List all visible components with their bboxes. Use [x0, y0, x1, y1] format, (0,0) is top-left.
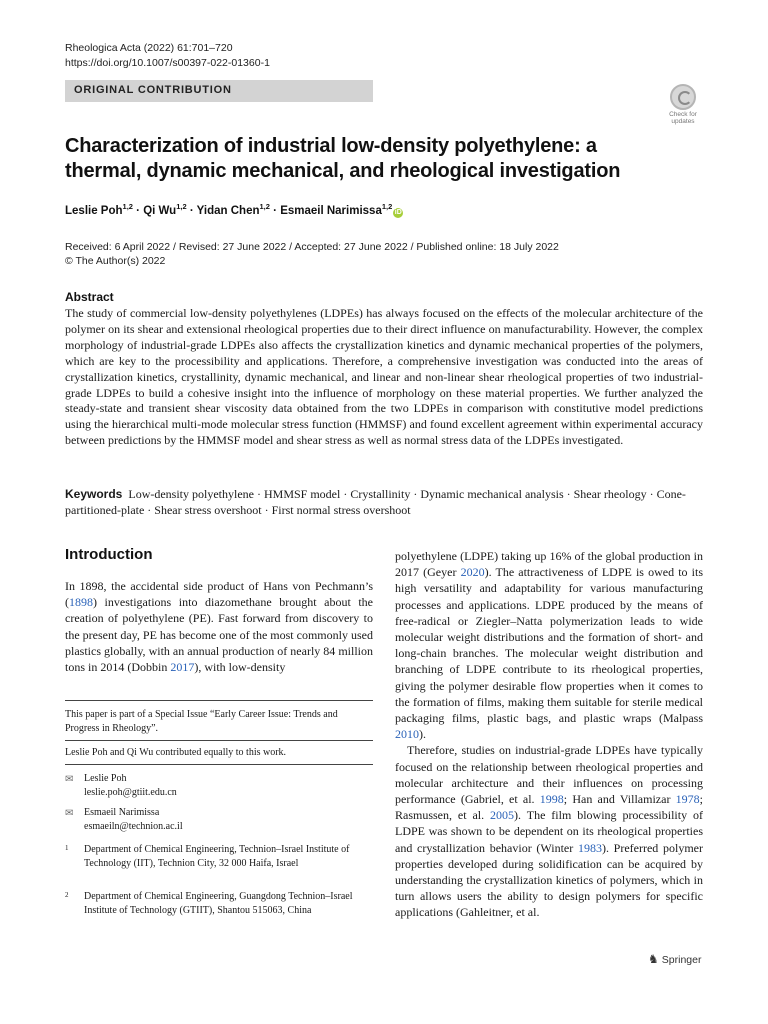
keywords-list: Low-density polyethylene · HMMSF model · Crystallinity · Dynamic mechanical analysis · Shear rheology · Cone-partitioned-plate · Shear stress overshoot · First normal stress overshoot: [65, 487, 686, 517]
affiliation-number: 2: [65, 891, 69, 899]
envelope-icon: ✉: [65, 774, 74, 785]
intro-paragraph: Therefore, studies on industrial-grade LDPEs have typically focused on the relationship between rheological properties and molecular architecture and their influences on processing performance (Gabriel, et al. 1998; Han and Villamizar 1978; Rasmussen, et al. 2005). The film blowing processibility of LDPE was shown to be dependent on its rheological properties and crystallization behavior (Winter 1983). Preferred polymer properties developed during solidification can be acquired by understanding the crystallization kinetics of polymers, which in turn allows users the ability to design polymers for specific applications (Gahleitner, et al.: [395, 743, 703, 920]
publication-dates: [65, 240, 559, 268]
citation-link[interactable]: 1898: [69, 595, 93, 610]
affiliation-number: 1: [65, 844, 69, 852]
publisher-name: Springer: [661, 954, 702, 966]
footnote-divider: [65, 740, 373, 741]
author-name[interactable]: Leslie Poh: [65, 204, 123, 217]
author-affiliation-mark: 1,2: [259, 202, 270, 211]
author-list: [65, 202, 403, 218]
footnote-divider: [65, 700, 373, 701]
contact-entry: [65, 806, 373, 833]
keywords-heading: Keywords: [65, 487, 123, 501]
citation-link[interactable]: 1998: [539, 792, 564, 807]
keywords: [65, 486, 705, 518]
footnote-divider: [65, 764, 373, 765]
author-affiliation-mark: 1,2: [122, 202, 133, 211]
abstract-heading: Abstract: [65, 290, 114, 304]
contact-name: Leslie Poh: [84, 773, 127, 784]
envelope-icon: ✉: [65, 808, 74, 819]
affiliation-text: Department of Chemical Engineering, Technion–Israel Institute of Technology (IIT), Technion City, 32 000 Haifa, Israel: [84, 844, 350, 869]
author-separator: ·: [269, 204, 281, 217]
abstract-text: The study of commercial low-density polyethylenes (LDPEs) has always focused on the effects of the molecular architecture of the polymer on its shear and extensional rheological properties due to their direct influence on manufacturability. However, the complex morphology of industrial-grade LDPEs also affects the crystallization kinetics and dynamic mechanical properties of the polymers, which are key to the processibility and applications. Therefore, a comprehensive investigation was conducted into the areas of crystallization kinetics, crystallinity, dynamic mechanical, and linear and non-linear shear rheological properties of two industrial-grade LDPEs to build a cohesive insight into the influence of morphology on these material properties. We further analyzed the steady-state and transient shear viscosity data obtained from the two LDPEs in comparison with constitutive model predictions using the hierarchical multi-mode molecular stress function (HMMSF) and found excellent agreement within experimental accuracy between predictions by the HMMSF model and shear stress as well as normal stress data of the LDPEs investigated.: [65, 306, 703, 448]
publisher-logo: [648, 952, 701, 966]
author-separator: ·: [186, 204, 197, 217]
journal-line: Rheologica Acta (2022) 61:701–720: [65, 42, 233, 54]
copyright-line: © The Author(s) 2022: [65, 255, 166, 267]
equal-contribution-note: Leslie Poh and Qi Wu contributed equally to this work.: [65, 747, 287, 758]
affiliation-text: Department of Chemical Engineering, Guangdong Technion–Israel Institute of Technology (GTIIT), Shantou 515063, China: [84, 891, 353, 916]
author-separator: ·: [132, 204, 144, 217]
check-updates-icon: [670, 84, 696, 110]
introduction-heading: Introduction: [65, 546, 153, 563]
doi-link[interactable]: https://doi.org/10.1007/s00397-022-01360-1: [65, 57, 270, 69]
intro-right-column: [395, 548, 703, 921]
author-name[interactable]: Yidan Chen: [196, 204, 260, 217]
citation-link[interactable]: 2017: [170, 660, 195, 675]
orcid-icon[interactable]: iD: [394, 208, 402, 216]
author-name[interactable]: Esmaeil Narimissa: [280, 204, 382, 217]
intro-paragraph: polyethylene (LDPE) taking up 16% of the global production in 2017 (Geyer 2020). The attractiveness of LDPE is owed to its high versatility and adaptability for various manufacturing processes and applications. LDPE produced by the means of free-radical or Ziegler–Natta polymerization leads to wide molecular weight distributions and the formation of short- and long-chain branches. The molecular weight distribution and branching of LDPE contribute to its rheological properties, giving the polymer desirable flow properties when it comes to the formation of films, making them suitable for sterile medical packaging films, plastic bags, and plastic wraps (Malpass 2010).: [395, 549, 704, 742]
citation-link[interactable]: 2005: [490, 808, 515, 823]
check-updates-label: Check for updates: [669, 111, 697, 125]
citation-link[interactable]: 1978: [675, 792, 700, 807]
citation-link[interactable]: 2020: [460, 565, 485, 580]
special-issue-note: This paper is part of a Special Issue “Early Career Issue: Trends and Progress in Rheology”.: [65, 709, 338, 734]
author-name[interactable]: Qi Wu: [143, 204, 177, 217]
citation-link[interactable]: 2010: [395, 727, 419, 742]
author-affiliation-mark: 1,2: [176, 202, 187, 211]
intro-left-paragraph: In 1898, the accidental side product of Hans von Pechmann’s (1898) investigations into diazomethane brought about the creation of polyethylene (PE). Fast forward from discovery to the present day, PE has become one of the most commonly used plastics globally, with an annual production of nearly 84 million tons in 2014 (Dobbin 2017), with low-density: [65, 579, 373, 675]
contact-entry: [65, 772, 373, 799]
contact-email[interactable]: esmaeiln@technion.ac.il: [84, 820, 183, 832]
journal-citation: [65, 41, 270, 71]
date-history: Received: 6 April 2022 / Revised: 27 June 2022 / Accepted: 27 June 2022 / Published online: 18 July 2022: [65, 241, 559, 253]
contact-name: Esmaeil Narimissa: [84, 807, 160, 818]
springer-horse-icon: ♞: [648, 952, 659, 966]
article-title: Characterization of industrial low-density polyethylene: a thermal, dynamic mechanical, and rheological investigation: [65, 135, 621, 182]
article-type-banner: ORIGINAL CONTRIBUTION: [65, 80, 373, 102]
author-affiliation-mark: 1,2: [381, 202, 393, 211]
check-for-updates-badge[interactable]: [662, 84, 704, 126]
affiliation-1: [65, 843, 365, 870]
affiliation-2: [65, 890, 365, 917]
contact-email[interactable]: leslie.poh@gtiit.edu.cn: [84, 786, 177, 798]
citation-link[interactable]: 1983: [577, 840, 602, 855]
